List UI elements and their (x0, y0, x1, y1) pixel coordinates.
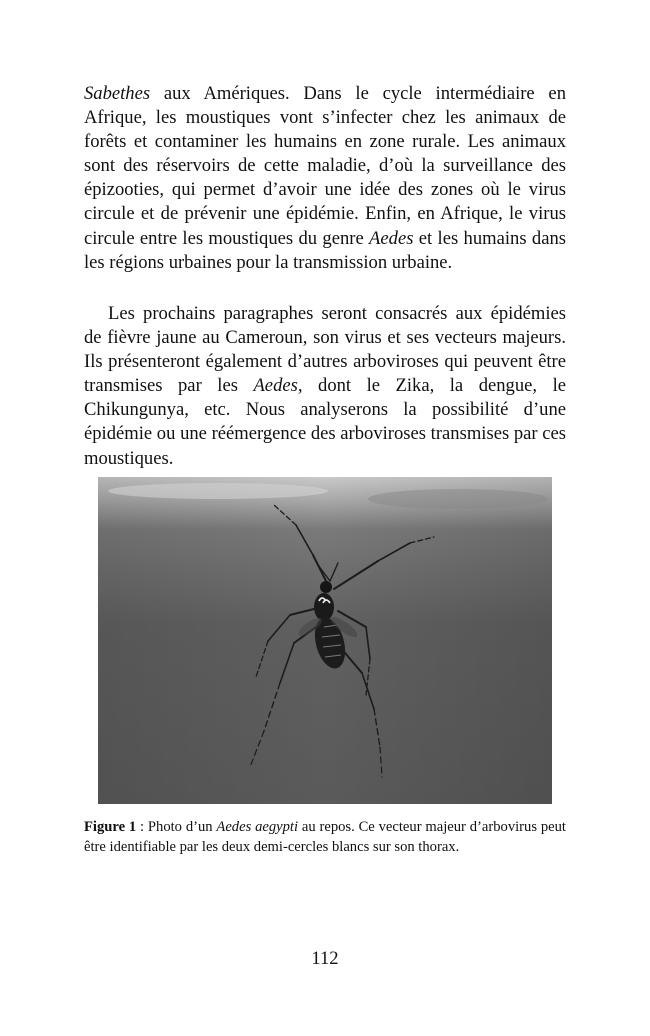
genus-aedes-2: Aedes, (253, 375, 303, 397)
paragraph-1-part-b: et les humains dans les régions urbaines pour la transmission urbaine. (84, 227, 566, 273)
paragraph-2-text (84, 302, 566, 471)
paragraph-2-part-b: dont le Zika, la dengue, le Chikungunya, etc. Nous analyserons la possibilité d’une épidémie ou une réémergence des arboviroses transmises par ces moustiques. (84, 375, 566, 469)
figure-label: Figure 1 (84, 819, 137, 835)
paragraph-2-part-a: Les prochains paragraphes seront consacrés aux épidémies de fièvre jaune au Cameroun, son virus et ses vecteurs majeurs. Ils présenteront également d’autres arboviroses qui peuvent être transmises par les (84, 303, 566, 397)
paragraph-1 (84, 82, 566, 275)
mosquito-illustration (98, 477, 552, 804)
figure-species: Aedes aegypti (216, 819, 299, 835)
genus-sabethes: Sabethes (84, 83, 151, 104)
figure-caption (84, 817, 566, 857)
mosquito-photo (98, 477, 552, 804)
figure-text: au repos. Ce vecteur majeur d’arbovirus peut être identifiable par les deux demi-cercles blancs sur son thorax. (84, 819, 566, 855)
paragraph-1-part-a: aux Amériques. Dans le cycle intermédiaire en Afrique, les moustiques vont s’infecter chez les animaux de forêts et contaminer les humains en zone rurale. Les animaux sont des réservoirs de cette maladie, d’où la surveillance des épizooties, qui permet d’avoir une idée des zones où le virus circule et de prévenir une épidémie. Enfin, en Afrique, le virus circule entre les moustiques du genre (84, 83, 566, 249)
page-number: 112 (311, 948, 339, 969)
genus-aedes: Aedes (369, 227, 414, 249)
paragraph-1-text (84, 82, 566, 275)
paragraph-2 (84, 302, 566, 471)
figure-separator: : Photo d’un (136, 819, 217, 835)
